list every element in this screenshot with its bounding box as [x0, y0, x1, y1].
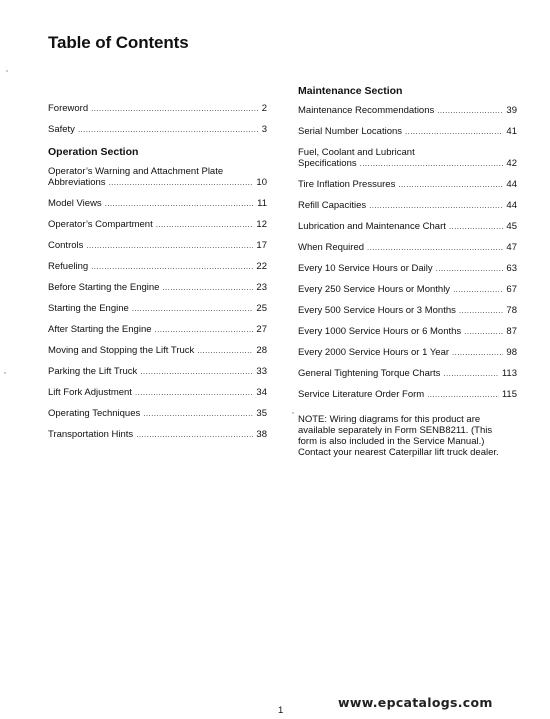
- toc-entry[interactable]: [48, 166, 267, 198]
- toc-entry-label-line1: Fuel, Coolant and Lubricant: [298, 147, 415, 158]
- leader-dots: [464, 326, 503, 337]
- toc-entry-label: Controls: [48, 240, 84, 251]
- leader-dots: [86, 240, 253, 251]
- toc-entry-page: 3: [261, 124, 267, 135]
- toc-entry-page: 39: [506, 105, 517, 116]
- leader-dots: [136, 429, 253, 440]
- toc-entry[interactable]: [48, 429, 267, 450]
- right-column: [298, 84, 517, 458]
- toc-entry[interactable]: [298, 126, 517, 147]
- leader-dots: [105, 198, 254, 209]
- toc-entry-label: Every 2000 Service Hours or 1 Year: [298, 347, 450, 358]
- toc-entry[interactable]: [48, 124, 267, 145]
- leader-dots: [405, 126, 503, 137]
- toc-entry[interactable]: [48, 219, 267, 240]
- toc-entry[interactable]: [298, 105, 517, 126]
- toc-entry-label: Refill Capacities: [298, 200, 367, 211]
- toc-entry-label: Moving and Stopping the Lift Truck: [48, 345, 195, 356]
- toc-entry-page: 98: [506, 347, 517, 358]
- toc-entry-label: Maintenance Recommendations: [298, 105, 435, 116]
- toc-entry-page: 42: [506, 158, 517, 169]
- toc-entry-label: Foreword: [48, 103, 89, 114]
- toc-entry[interactable]: [48, 408, 267, 429]
- operation-section-heading: Operation Section: [48, 146, 139, 158]
- toc-entry[interactable]: [298, 200, 517, 221]
- toc-entry-page: 34: [256, 387, 267, 398]
- toc-entry[interactable]: [48, 261, 267, 282]
- toc-entry[interactable]: [48, 345, 267, 366]
- toc-entry-label: Parking the Lift Truck: [48, 366, 138, 377]
- leader-dots: [91, 103, 259, 114]
- toc-entry[interactable]: [298, 147, 517, 179]
- watermark: www.epcatalogs.com: [338, 695, 493, 710]
- toc-entry-label: Specifications: [298, 158, 357, 169]
- toc-entry[interactable]: [298, 284, 517, 305]
- toc-entry-label: Model Views: [48, 198, 102, 209]
- leader-dots: [453, 284, 503, 295]
- leader-dots: [91, 261, 253, 272]
- toc-entry-page: 44: [506, 200, 517, 211]
- toc-entry-page: 41: [506, 126, 517, 137]
- leader-dots: [398, 179, 503, 190]
- toc-entry[interactable]: [298, 305, 517, 326]
- toc-entry-label-line1: Operator’s Warning and Attachment Plate: [48, 166, 224, 177]
- toc-entry[interactable]: [298, 179, 517, 200]
- toc-entry-label: When Required: [298, 242, 365, 253]
- toc-entry-label: Operating Techniques: [48, 408, 141, 419]
- toc-entry-label: Every 250 Service Hours or Monthly: [298, 284, 451, 295]
- leader-dots: [135, 387, 253, 398]
- toc-entry-page: 33: [256, 366, 267, 377]
- toc-entry-page: 22: [256, 261, 267, 272]
- toc-entry-label: Every 10 Service Hours or Daily: [298, 263, 433, 274]
- toc-entry[interactable]: [48, 324, 267, 345]
- toc-entry[interactable]: [298, 263, 517, 284]
- leader-dots: [132, 303, 254, 314]
- toc-entry-page: 47: [506, 242, 517, 253]
- leader-dots: [436, 263, 504, 274]
- scan-speck: [4, 372, 6, 374]
- toc-entry[interactable]: [298, 326, 517, 347]
- toc-entry-page: 28: [256, 345, 267, 356]
- toc-entry-page: 45: [506, 221, 517, 232]
- toc-entry-label: Tire Inflation Pressures: [298, 179, 396, 190]
- toc-entry-page: 27: [256, 324, 267, 335]
- toc-entry-label: Serial Number Locations: [298, 126, 403, 137]
- leader-dots: [109, 177, 254, 188]
- toc-entry-label: Operator’s Compartment: [48, 219, 153, 230]
- toc-entry-page: 11: [257, 198, 267, 209]
- toc-entry-label: Abbreviations: [48, 177, 106, 188]
- toc-entry[interactable]: [298, 347, 517, 368]
- toc-entry-page: 78: [506, 305, 517, 316]
- leader-dots: [143, 408, 253, 419]
- toc-entry-label: Service Literature Order Form: [298, 389, 425, 400]
- toc-entry-page: 38: [256, 429, 267, 440]
- leader-dots: [360, 158, 504, 169]
- toc-entry-page: 44: [506, 179, 517, 190]
- toc-entry[interactable]: [298, 242, 517, 263]
- toc-entry-label: Lubrication and Maintenance Chart: [298, 221, 446, 232]
- toc-entry[interactable]: [298, 368, 517, 389]
- toc-entry[interactable]: [48, 103, 267, 124]
- leader-dots: [369, 200, 503, 211]
- toc-entry-page: 17: [256, 240, 267, 251]
- toc-entry-label: Transportation Hints: [48, 429, 134, 440]
- toc-entry[interactable]: [48, 198, 267, 219]
- toc-entry-label: After Starting the Engine: [48, 324, 152, 335]
- toc-entry[interactable]: [48, 387, 267, 408]
- toc-entry[interactable]: [48, 240, 267, 261]
- toc-entry-label: General Tightening Torque Charts: [298, 368, 441, 379]
- toc-entry-page: 10: [256, 177, 267, 188]
- left-column: [48, 103, 267, 450]
- toc-entry-page: 35: [256, 408, 267, 419]
- toc-entry-label: Starting the Engine: [48, 303, 129, 314]
- page-title: Table of Contents: [48, 33, 189, 52]
- toc-entry-page: 63: [506, 263, 517, 274]
- leader-dots: [155, 324, 254, 335]
- toc-entry-page: 2: [261, 103, 267, 114]
- toc-entry-page: 25: [256, 303, 267, 314]
- leader-dots: [437, 105, 503, 116]
- toc-entry-label: Refueling: [48, 261, 89, 272]
- toc-entry[interactable]: [298, 389, 517, 410]
- toc-entry-page: 115: [501, 389, 517, 400]
- toc-entry[interactable]: [48, 282, 267, 303]
- toc-entry-page: 12: [256, 219, 267, 230]
- leader-dots: [162, 282, 253, 293]
- wiring-diagram-note: NOTE: Wiring diagrams for this product are available separately in Form SENB8211. (This form is also included in the Service Manual.) Contact your nearest Caterpillar lift truck dealer.: [298, 414, 499, 458]
- leader-dots: [449, 221, 504, 232]
- leader-dots: [156, 219, 254, 230]
- maintenance-section-heading: Maintenance Section: [298, 85, 403, 97]
- toc-entry[interactable]: [48, 366, 267, 387]
- toc-entry-label: Lift Fork Adjustment: [48, 387, 132, 398]
- toc-entry-page: 67: [506, 284, 517, 295]
- toc-entry-page: 87: [506, 326, 517, 337]
- leader-dots: [443, 368, 498, 379]
- toc-entry-label: Every 1000 Service Hours or 6 Months: [298, 326, 462, 337]
- leader-dots: [140, 366, 253, 377]
- toc-entry[interactable]: [48, 303, 267, 324]
- scan-speck: [6, 70, 8, 72]
- leader-dots: [78, 124, 259, 135]
- leader-dots: [367, 242, 503, 253]
- page-number: 1: [278, 705, 284, 716]
- toc-entry-page: 113: [501, 368, 517, 379]
- leader-dots: [459, 305, 504, 316]
- toc-entry-page: 23: [256, 282, 267, 293]
- toc-entry[interactable]: [298, 221, 517, 242]
- scan-speck: [292, 412, 294, 414]
- leader-dots: [427, 389, 499, 400]
- leader-dots: [452, 347, 503, 358]
- toc-entry-label: Before Starting the Engine: [48, 282, 160, 293]
- toc-entry-label: Safety: [48, 124, 75, 135]
- toc-entry-label: Every 500 Service Hours or 3 Months: [298, 305, 456, 316]
- leader-dots: [197, 345, 253, 356]
